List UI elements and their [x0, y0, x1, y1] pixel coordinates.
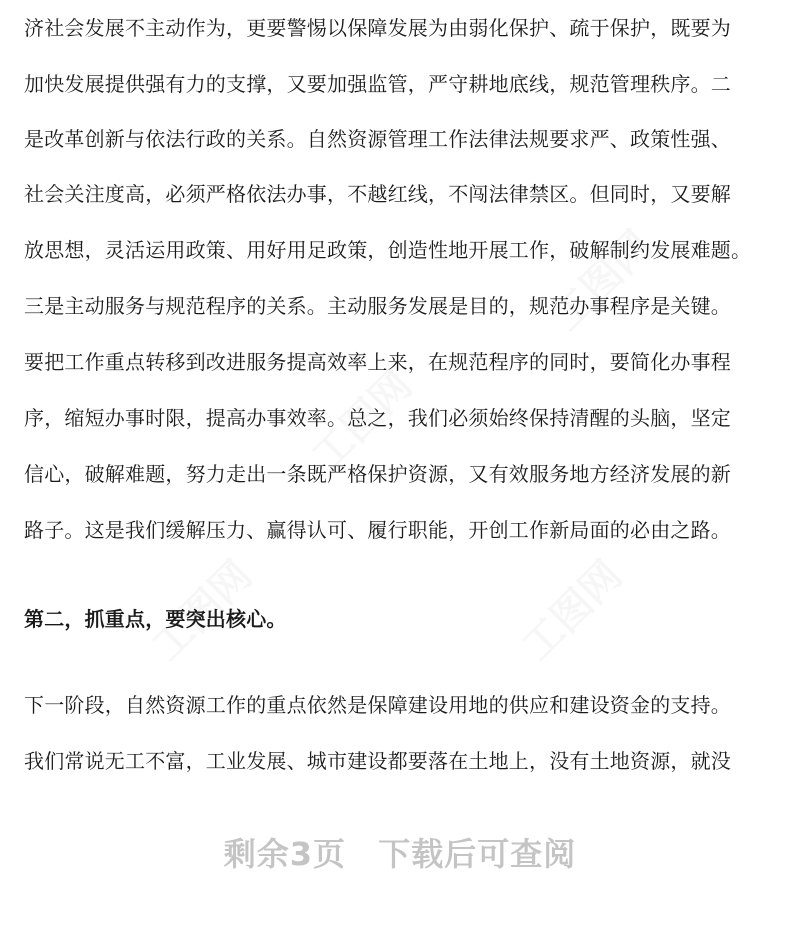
body-text-line: 我们常说无工不富，工业发展、城市建设都要落在土地上，没有土地资源，就没 — [24, 749, 731, 773]
body-text-line: 下一阶段，自然资源工作的重点依然是保障建设用地的供应和建设资金的支持。 — [24, 693, 731, 717]
download-to-view-label[interactable]: 下载后可查阅 — [378, 835, 577, 873]
body-text-line: 序，缩短办事时限，提高办事效率。总之，我们必须始终保持清醒的头脑，坚定 — [24, 406, 731, 430]
body-text-line: 三是主动服务与规范程序的关系。主动服务发展是目的，规范办事程序是关键。 — [24, 294, 731, 318]
download-prompt[interactable] — [0, 834, 800, 874]
body-text-line: 济社会发展不主动作为，更要警惕以保障发展为由弱化保护、疏于保护，既要为 — [24, 16, 731, 40]
body-text-line: 信心，破解难题，努力走出一条既严格保护资源，又有效服务地方经济发展的新 — [24, 462, 731, 486]
body-text-line: 是改革创新与依法行政的关系。自然资源管理工作法律法规要求严、政策性强、 — [24, 127, 731, 151]
remaining-pages-label[interactable]: 剩余3页 — [223, 835, 347, 873]
body-text-line: 放思想，灵活运用政策、用好用足政策，创造性地开展工作，破解制约发展难题。 — [24, 238, 752, 262]
watermark — [537, 216, 662, 341]
body-text-line: 加快发展提供强有力的支撑，又要加强监管，严守耕地底线，规范管理秩序。二 — [24, 72, 731, 96]
body-text-line: 要把工作重点转移到改进服务提高效率上来，在规范程序的同时，要简化办事程 — [24, 350, 731, 374]
body-text-line: 社会关注度高，必须严格依法办事，不越红线，不闯法律禁区。但同时，又要解 — [24, 182, 731, 206]
body-text-line: 路子。这是我们缓解压力、赢得认可、履行职能，开创工作新局面的必由之路。 — [24, 518, 731, 542]
section-heading: 第二，抓重点，要突出核心。 — [24, 607, 287, 631]
